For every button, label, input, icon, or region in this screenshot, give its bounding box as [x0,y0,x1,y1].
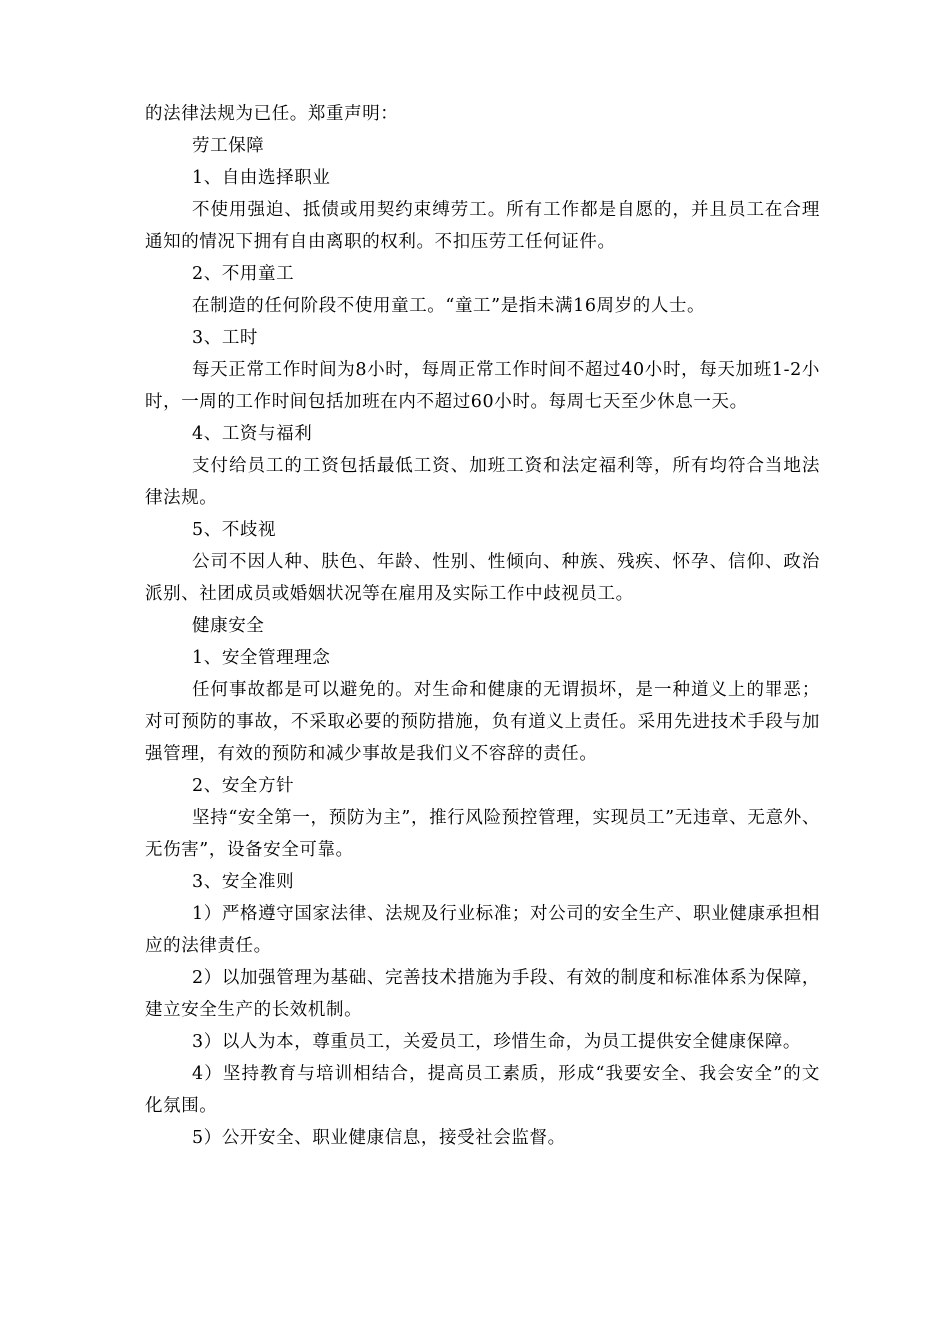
list-item: 1）严格遵守国家法律、法规及行业标准；对公司的安全生产、职业健康承担相应的法律责任。 [145,904,820,956]
list-item: 3）以人为本，尊重员工，关爱员工，珍惜生命，为员工提供安全健康保障。 [192,1032,802,1052]
item-heading: 5、不歧视 [192,520,277,540]
paragraph: 每天正常工作时间为8小时，每周正常工作时间不超过40小时，每天加班1-2小时，一周的工作时间包括加班在内不超过60小时。每周七天至少休息一天。 [145,360,820,412]
item-heading: 3、安全准则 [192,872,295,892]
section-heading-labor: 劳工保障 [192,136,265,156]
item-heading: 4、工资与福利 [192,424,313,444]
item-heading: 3、工时 [192,328,259,348]
paragraph: 坚持“安全第一，预防为主”，推行风险预控管理，实现员工”无违章、无意外、无伤害”，设备安全可靠。 [145,808,820,860]
paragraph: 支付给员工的工资包括最低工资、加班工资和法定福利等，所有均符合当地法律法规。 [145,456,820,508]
list-item: 2）以加强管理为基础、完善技术措施为手段、有效的制度和标准体系为保障，建立安全生产的长效机制。 [145,968,820,1020]
item-heading: 2、不用童工 [192,264,295,284]
paragraph-continuation: 的法律法规为已任。郑重声明： [145,104,399,124]
item-heading: 1、安全管理理念 [192,648,331,668]
section-heading-health-safety: 健康安全 [192,616,265,636]
paragraph: 公司不因人种、肤色、年龄、性别、性倾向、种族、残疾、怀孕、信仰、政治派别、社团成员或婚姻状况等在雇用及实际工作中歧视员工。 [145,552,820,604]
item-heading: 1、自由选择职业 [192,168,331,188]
item-heading: 2、安全方针 [192,776,295,796]
list-item: 4）坚持教育与培训相结合，提高员工素质，形成“我要安全、我会安全”的文化氛围。 [145,1064,820,1116]
list-item: 5）公开安全、职业健康信息，接受社会监督。 [192,1128,566,1148]
paragraph: 不使用强迫、抵债或用契约束缚劳工。所有工作都是自愿的，并且员工在合理通知的情况下拥有自由离职的权利。不扣压劳工任何证件。 [145,200,820,252]
paragraph: 任何事故都是可以避免的。对生命和健康的无谓损坏，是一种道义上的罪恶；对可预防的事故，不采取必要的预防措施，负有道义上责任。采用先进技术手段与加强管理，有效的预防和减少事故是我们义不容辞的责任。 [145,680,820,764]
document-body [145,98,820,1154]
paragraph: 在制造的任何阶段不使用童工。“童工”是指未满16周岁的人士。 [192,296,706,316]
